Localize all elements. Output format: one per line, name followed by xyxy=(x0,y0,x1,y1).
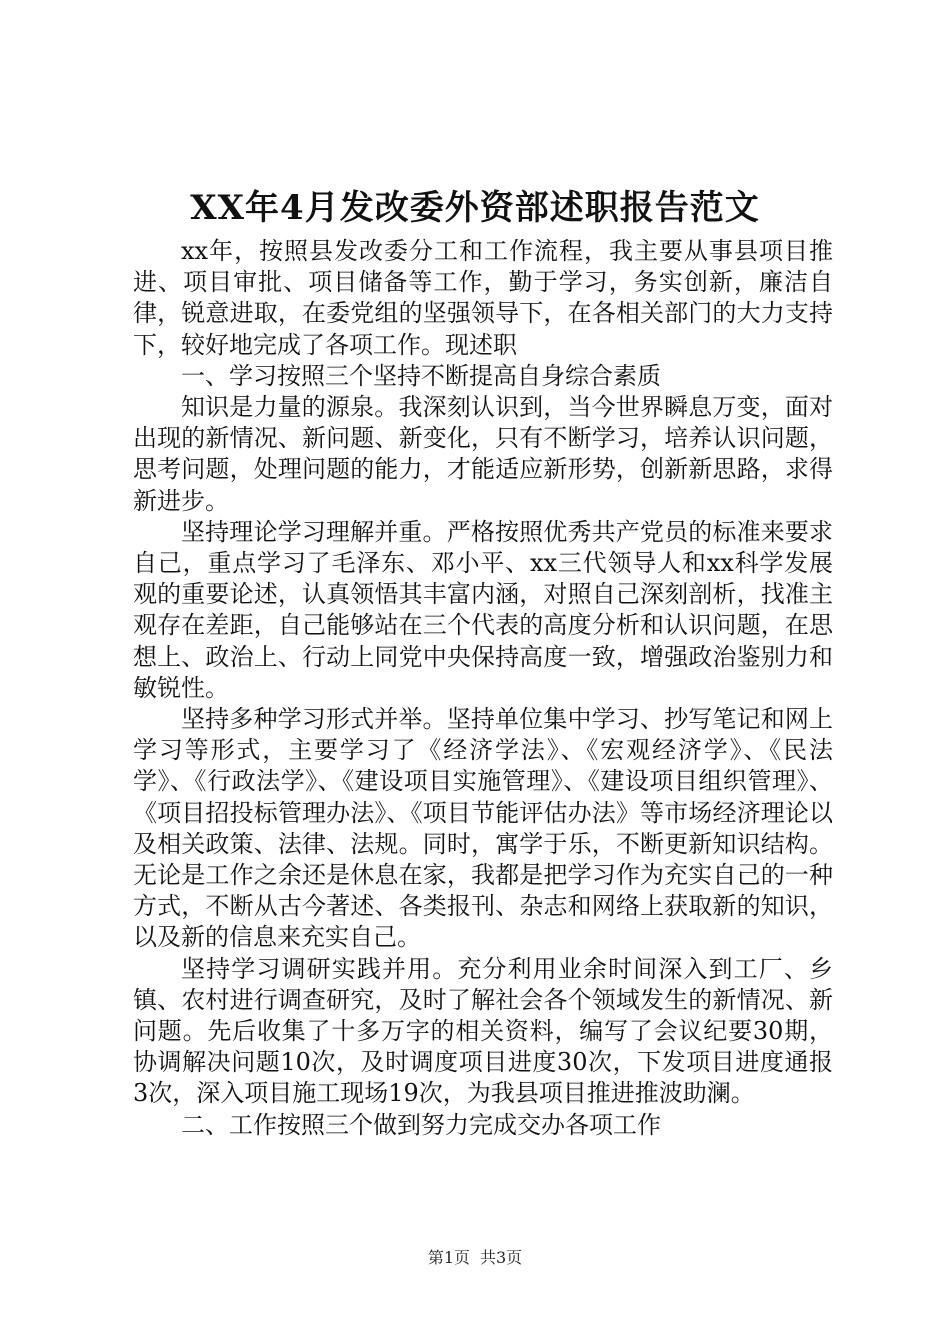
section-heading-1: 一、学习按照三个坚持不断提高自身综合素质 xyxy=(181,361,661,390)
document-title: XX年4月发改委外资部述职报告范文 xyxy=(190,188,760,228)
body-paragraph: 知识是力量的源泉。我深刻认识到，当今世界瞬息万变，面对出现的新情况、新问题、新变化，只有不断学习，培养认识问题，思考问题，处理问题的能力，才能适应新形势，创新新思路，求得新进步。 xyxy=(133,393,833,515)
page-footer xyxy=(0,1246,950,1270)
intro-paragraph: xx年，按照县发改委分工和工作流程，我主要从事县项目推进、项目审批、项目储备等工作，勤于学习，务实创新，廉洁自律，锐意进取，在委党组的坚强领导下，在各相关部门的大力支持下，较好地完成了各项工作。现述职 xyxy=(133,237,833,359)
body-paragraph: 坚持学习调研实践并用。充分利用业余时间深入到工厂、乡镇、农村进行调查研究，及时了解社会各个领域发生的新情况、新问题。先后收集了十多万字的相关资料，编写了会议纪要30期，协调解决问题10次，及时调度项目进度30次，下发项目进度通报3次，深入项目施工现场19次，为我县项目推进推波助澜。 xyxy=(133,954,833,1108)
document-body xyxy=(133,236,833,1141)
body-paragraph: 坚持理论学习理解并重。严格按照优秀共产党员的标准来要求自己，重点学习了毛泽东、邓小平、xx三代领导人和xx科学发展观的重要论述，认真领悟其丰富内涵，对照自己深刻剖析，找准主观存在差距，自己能够站在三个代表的高度分析和认识问题，在思想上、政治上、行动上同党中央保持高度一致，增强政治鉴别力和敏锐性。 xyxy=(133,517,833,702)
body-paragraph: 坚持多种学习形式并举。坚持单位集中学习、抄写笔记和网上学习等形式，主要学习了《经济学法》、《宏观经济学》、《民法学》、《行政法学》、《建设项目实施管理》、《建设项目组织管理》、《项目招投标管理办法》、《项目节能评估办法》等市场经济理论以及相关政策、法律、法规。同时，寓学于乐，不断更新知识结构。无论是工作之余还是休息在家，我都是把学习作为充实自己的一种方式，不断从古今著述、各类报刊、杂志和网络上获取新的知识，以及新的信息来充实自己。 xyxy=(133,705,833,952)
section-heading-2: 二、工作按照三个做到努力完成交办各项工作 xyxy=(181,1110,661,1139)
page-total: 共3页 xyxy=(480,1248,523,1267)
page-number: 第1页 xyxy=(427,1248,470,1267)
